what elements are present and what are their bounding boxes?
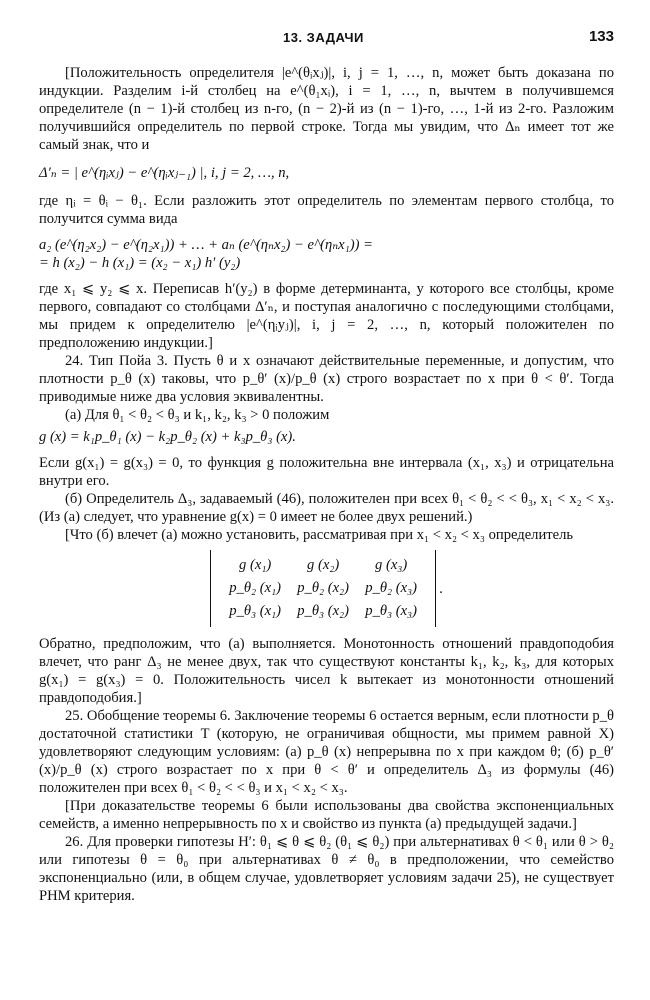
determinant-cell: p_θ₃ (x₂) [297, 603, 349, 619]
problem-24-converse: Обратно, предположим, что (а) выполняется. Монотонность отношений правдоподобия влечет, что ранг Δ₃ не менее двух, так что существуют константы k₁, k₂, k₃, для которых g(x₁) = g(x₃) = 0. Положительность чисел k вытекает из монотонности отношений правдоподобия.] [39, 636, 614, 706]
paragraph-eta-definition: где ηᵢ = θᵢ − θ₁. Если разложить этот определитель по элементам первого столбца, то получится сумма вида [39, 193, 614, 227]
determinant-matrix [39, 550, 614, 627]
determinant-cell: g (x₁) [239, 557, 272, 573]
paragraph-proof-positivity: [Положительность определителя |e^(θᵢxⱼ)|, i, j = 1, …, n, может быть доказана по индукции. Разделим i-й столбец на e^(θ₁xᵢ), i = 1, …, n, вычтем в получившемся определителе (n − 1)-й столбец из n-го, (n − 2)-й из (n − 1)-го, …, 1-й из 2-го. Разложим получившийся определитель по первой строке. Тогда мы увидим, что Δₙ имеет тот же самый знак, что и [39, 65, 614, 153]
determinant-cell: p_θ₂ (x₃) [365, 580, 417, 596]
running-header [0, 30, 650, 50]
problem-24-statement: 24. Тип Пойа 3. Пусть θ и x означают действительные переменные, и допустим, что плотности p_θ (x) таковы, что p_θ′ (x)/p_θ (x) строго возрастает по x при θ < θ′. Тогда приводимые ниже два условия эквивалентны. [39, 353, 614, 405]
determinant-row [221, 600, 425, 623]
determinant-end-mark: . [439, 580, 443, 597]
determinant-bars [210, 550, 436, 627]
problem-25-statement: 25. Обобщение теоремы 6. Заключение теоремы 6 остается верным, если плотности p_θ достаточной статистики T (которую, не ограничивая общности, мы примем равной X) удовлетворяют следующим условиям: (а) p_θ (x) непрерывна по x при каждом θ; (б) p_θ′ (x)/p_θ (x) строго возрастает по x при θ < θ′ и определитель Δ₃ из формулы (46) положителен при всех θ₁ < θ₂ < < θ₃ и x₁ < x₂ < x₃. [39, 708, 614, 796]
determinant-row [221, 577, 425, 600]
problem-24-condition-b: (б) Определитель Δ₃, задаваемый (46), положителен при всех θ₁ < θ₂ < < θ₃, x₁ < x₂ < x₃. (Из (а) следует, что уравнение g(x) = 0 имеет не более двух решений.) [39, 491, 614, 525]
determinant-cell: p_θ₂ (x₂) [297, 580, 349, 596]
determinant-cell: p_θ₂ (x₁) [229, 580, 281, 596]
formula-g-of-x: g (x) = k₁p_θ₁ (x) − k₂p_θ₂ (x) + k₃p_θ₃ (x). [39, 429, 296, 445]
determinant-cell: g (x₂) [307, 557, 340, 573]
formula-delta-prime: Δ′ₙ = | e^(ηᵢxⱼ) − e^(ηᵢxⱼ₋₁) |, i, j = 2, …, n, [39, 165, 290, 181]
problem-25-hint: [При доказательстве теоремы 6 были использованы два свойства экспоненциальных семейств, а именно непрерывность по x и свойство из пункта (а) предыдущей задачи.] [39, 798, 614, 832]
problem-24-proof-start: [Что (б) влечет (а) можно установить, рассматривая при x₁ < x₂ < x₃ определитель [65, 527, 574, 543]
problem-24-g-property: Если g(x₁) = g(x₃) = 0, то функция g положительна вне интервала (x₁, x₃) и отрицательна внутри его. [39, 455, 614, 489]
page-number: 133 [588, 28, 614, 45]
formula-sum-expansion: a₂ (e^(η₂x₂) − e^(η₂x₁)) + … + aₙ (e^(ηₙx₂) − e^(ηₙx₁)) = [39, 237, 373, 253]
determinant-cell: p_θ₃ (x₁) [229, 603, 281, 619]
paragraph-induction-end: где x₁ ⩽ y₂ ⩽ x. Переписав h′(y₂) в форме детерминанта, у которого все столбцы, кроме первого, совпадают со столбцами Δ′ₙ, и поступая аналогично с последующими столбцами, мы придем к определителю |e^(ηᵢyⱼ)|, i, j = 2, …, n, который положителен по предположению индукции.] [39, 281, 614, 351]
problem-24-condition-a: (а) Для θ₁ < θ₂ < θ₃ и k₁, k₂, k₃ > 0 положим [65, 407, 330, 423]
determinant-cell: p_θ₃ (x₃) [365, 603, 417, 619]
formula-mean-value: = h (x₂) − h (x₁) = (x₂ − x₁) h′ (y₂) [39, 255, 241, 271]
determinant-row [221, 554, 425, 577]
determinant-cell: g (x₃) [375, 557, 408, 573]
problem-26-statement: 26. Для проверки гипотезы H′: θ₁ ⩽ θ ⩽ θ₂ (θ₁ ⩽ θ₂) при альтернативах θ < θ₁ или θ > θ₂ или гипотезы θ = θ₀ при альтернативах θ ≠ θ₀ в предположении, что семейство экспоненциально (или, в общем случае, удовлетворяет условиям задачи 25), не существует РНМ критерия. [39, 834, 614, 904]
page-body [39, 64, 614, 905]
chapter-title: 13. ЗАДАЧИ [283, 30, 364, 45]
